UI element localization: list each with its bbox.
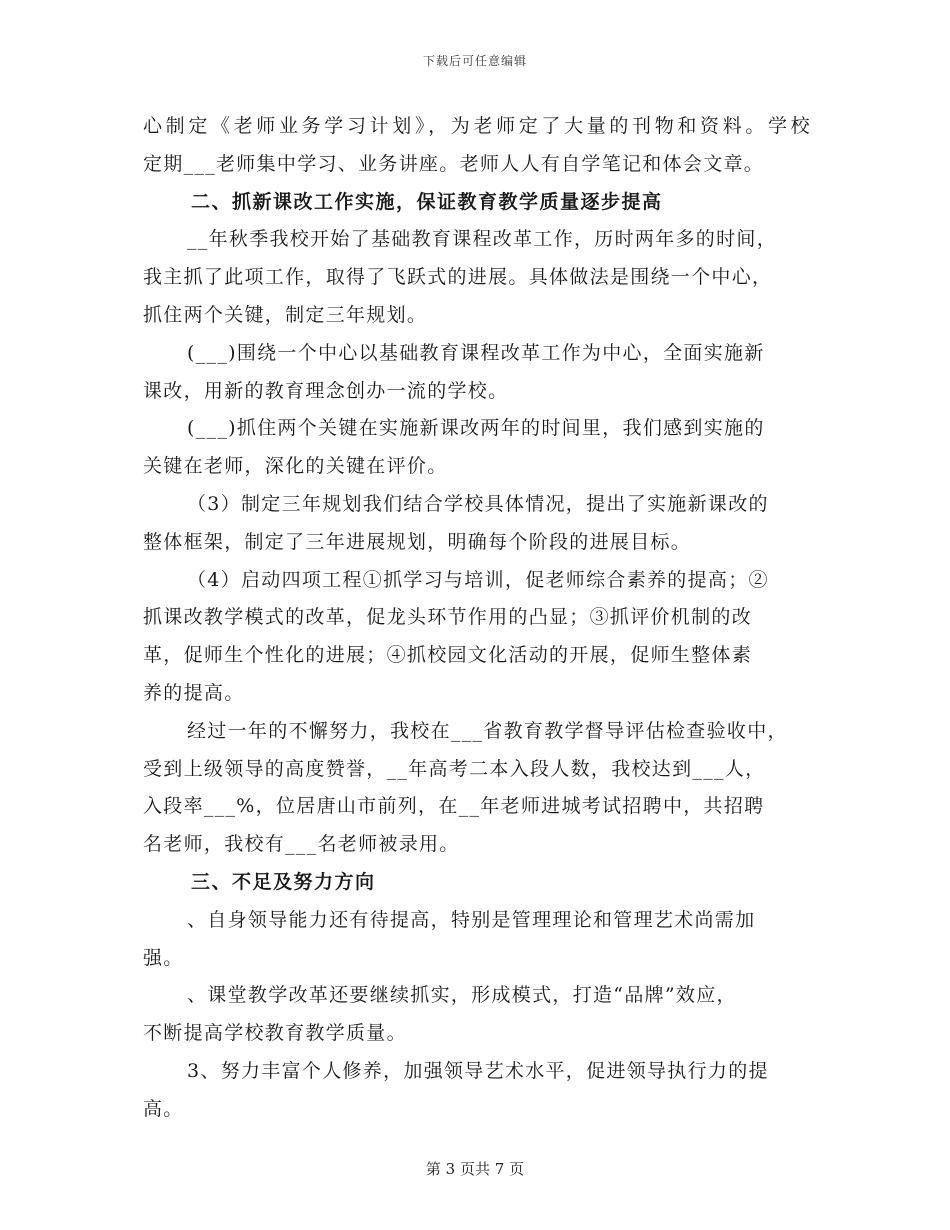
text-line: 受到上级领导的高度赞誉，__年高考二本入段人数，我校达到___人， xyxy=(143,757,766,780)
text-line: 抓课改教学模式的改革，促龙头环节作用的凸显；③抓评价机制的改 xyxy=(143,606,753,629)
text-line: 心制定《老师业务学习计划》，为老师定了大量的刊物和资料。学校 xyxy=(143,115,811,137)
text-line: 、课堂教学改革还要继续抓实，形成模式，打造“品牌”效应， xyxy=(187,984,737,1007)
text-line: （4）启动四项工程①抓学习与培训，促老师综合素养的提高；② xyxy=(187,568,769,591)
text-line: 高。 xyxy=(143,1097,184,1120)
text-line: 入段率___%，位居唐山市前列，在__年老师进城考试招聘中，共招聘 xyxy=(143,795,765,818)
text-line: 强。 xyxy=(143,946,184,969)
text-line: 课改，用新的教育理念创办一流的学校。 xyxy=(143,379,509,402)
text-line: 养的提高。 xyxy=(143,681,245,704)
text-line: 革，促师生个性化的进展；④抓校园文化活动的开展，促师生整体素 xyxy=(143,644,753,667)
text-line: 不断提高学校教育教学质量。 xyxy=(143,1022,407,1045)
text-line: 我主抓了此项工作，取得了飞跃式的进展。具体做法是围绕一个中心， xyxy=(143,266,773,289)
text-line: (___)抓住两个关键在实施新课改两年的时间里，我们感到实施的 xyxy=(187,417,765,440)
page-footer: 第 3 页共 7 页 xyxy=(425,1160,525,1178)
text-line: 3、努力丰富个人修养，加强领导艺术水平，促进领导执行力的提 xyxy=(187,1059,769,1082)
text-line: 名老师，我校有___名老师被录用。 xyxy=(143,833,460,856)
text-line: （3）制定三年规划我们结合学校具体情况，提出了实施新课改的 xyxy=(187,492,769,515)
page-header: 下载后可任意编辑 xyxy=(422,54,527,68)
text-line: 、自身领导能力还有待提高，特别是管理理论和管理艺术尚需加 xyxy=(187,908,756,931)
section-heading: 二、抓新课改工作实施，保证教育教学质量逐步提高 xyxy=(191,190,663,213)
document-body xyxy=(143,108,811,1129)
text-line: 关键在老师，深化的关键在评价。 xyxy=(143,455,448,478)
text-line: 经过一年的不懈努力，我校在___省教育教学督导评估检查验收中， xyxy=(187,719,788,742)
text-line: 抓住两个关键，制定三年规划。 xyxy=(143,303,428,326)
section-heading: 三、不足及努力方向 xyxy=(191,870,376,893)
text-line: 整体框架，制定了三年进展规划，明确每个阶段的进展目标。 xyxy=(143,530,692,553)
text-line: 定期___老师集中学习、业务讲座。老师人人有自学笔记和体会文章。 xyxy=(143,152,765,175)
text-line: __年秋季我校开始了基础教育课程改革工作，历时两年多的时间， xyxy=(187,228,778,251)
text-line: (___)围绕一个中心以基础教育课程改革工作为中心，全面实施新 xyxy=(187,341,765,364)
